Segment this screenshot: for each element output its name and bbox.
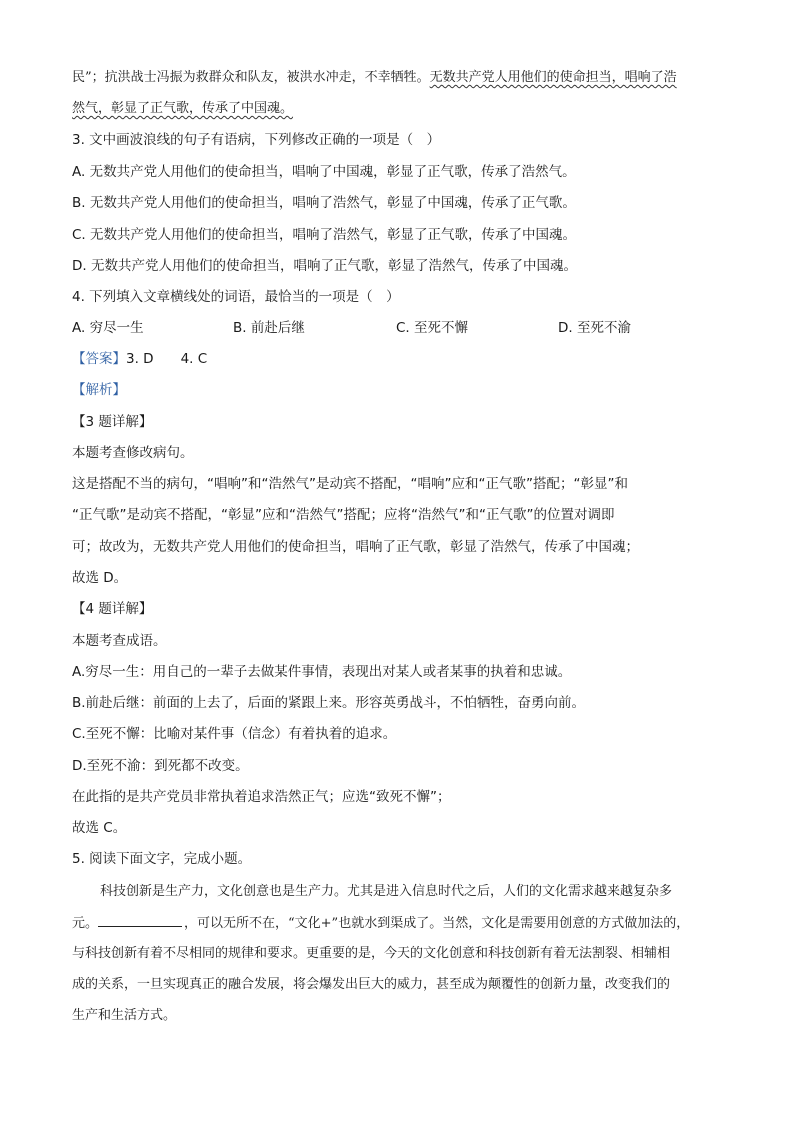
passage-text: ，可以无所不在，“文化+”也就水到渠成了。当然，文化是需要用创意的方式做加法的， [184,916,690,931]
option-a: A. 穷尽一生 [72,320,144,336]
fill-in-blank [98,913,182,927]
answer-text: 3. D 4. C [126,351,208,367]
detail-text: 本题考查成语。 [72,633,167,649]
answer-line [72,349,207,369]
option-c: C. 至死不懈 [396,320,469,336]
option-d: D. 无数共产党人用他们的使命担当，唱响了正气歌，彰显了浩然气，传承了中国魂。 [72,258,577,274]
detail-text: B.前赴后继：前面的上去了，后面的紧跟上来。形容英勇战斗，不怕牺牲，奋勇向前。 [72,695,586,711]
detail-text: A.穷尽一生：用自己的一辈子去做某件事情，表现出对某人或者某事的执着和忠诚。 [72,664,572,680]
detail-text: “正气歌”是动宾不搭配，“彰显”应和“浩然气”搭配；应将“浩然气”和“正气歌”的位置对调即 [72,507,615,523]
detail-text: 在此指的是共产党员非常执着追求浩然正气；应选“致死不懈”； [72,789,451,805]
passage-line: 成的关系，一旦实现真正的融合发展，将会爆发出巨大的威力，甚至成为颠覆性的创新力量，改变我们的 [72,977,671,992]
detail-text: 这是搭配不当的病句，“唱响”和“浩然气”是动宾不搭配，“唱响”应和“正气歌”搭配；“彰显”和 [72,476,628,492]
wavy-underlined-sentence: 然气，彰显了正气歌，传承了中国魂。 [72,101,294,116]
option-b: B. 前赴后继 [233,320,305,336]
detail-heading: 【4 题详解】 [72,601,153,617]
passage-text: 民”；抗洪战士冯振为救群众和队友，被洪水冲走，不幸牺牲。 [72,70,430,85]
detail-text: 故选 D。 [72,570,128,586]
wavy-underlined-sentence: 无数共产党人用他们的使命担当，唱响了浩 [429,70,677,85]
passage-line-2 [72,99,293,119]
passage-line: 生产和生活方式。 [72,1008,177,1023]
detail-text: 本题考查修改病句。 [72,445,194,461]
passage-line: 与科技创新有着不尽相同的规律和要求。更重要的是，今天的文化创意和科技创新有着无法割裂、相辅相 [72,946,671,961]
option-c: C. 无数共产党人用他们的使命担当，唱响了浩然气，彰显了正气歌，传承了中国魂。 [72,227,577,243]
option-b: B. 无数共产党人用他们的使命担当，唱响了浩然气，彰显了中国魂，传承了正气歌。 [72,195,576,211]
answer-tag: 【答案】 [72,351,126,367]
question-stem: 5. 阅读下面文字，完成小题。 [72,851,252,867]
option-d: D. 至死不渝 [558,320,631,336]
passage-line-1 [72,68,677,88]
analysis-tag: 【解析】 [72,382,126,398]
passage-line [72,913,689,934]
detail-text: 可；故改为，无数共产党人用他们的使命担当，唱响了正气歌，彰显了浩然气，传承了中国魂； [72,539,639,555]
detail-text: 故选 C。 [72,820,127,836]
option-a: A. 无数共产党人用他们的使命担当，唱响了中国魂，彰显了正气歌，传承了浩然气。 [72,164,576,180]
passage-line: 科技创新是生产力，文化创意也是生产力。尤其是进入信息时代之后，人们的文化需求越来越复杂多 [100,884,673,899]
passage-text: 元。 [72,916,99,931]
detail-text: D.至死不渝：到死都不改变。 [72,758,249,774]
question-stem: 3. 文中画波浪线的句子有语病，下列修改正确的一项是（ ） [72,132,441,148]
detail-text: C.至死不懈：比喻对某件事（信念）有着执着的追求。 [72,726,397,742]
question-stem: 4. 下列填入文章横线处的词语，最恰当的一项是（ ） [72,289,400,305]
detail-heading: 【3 题详解】 [72,414,153,430]
